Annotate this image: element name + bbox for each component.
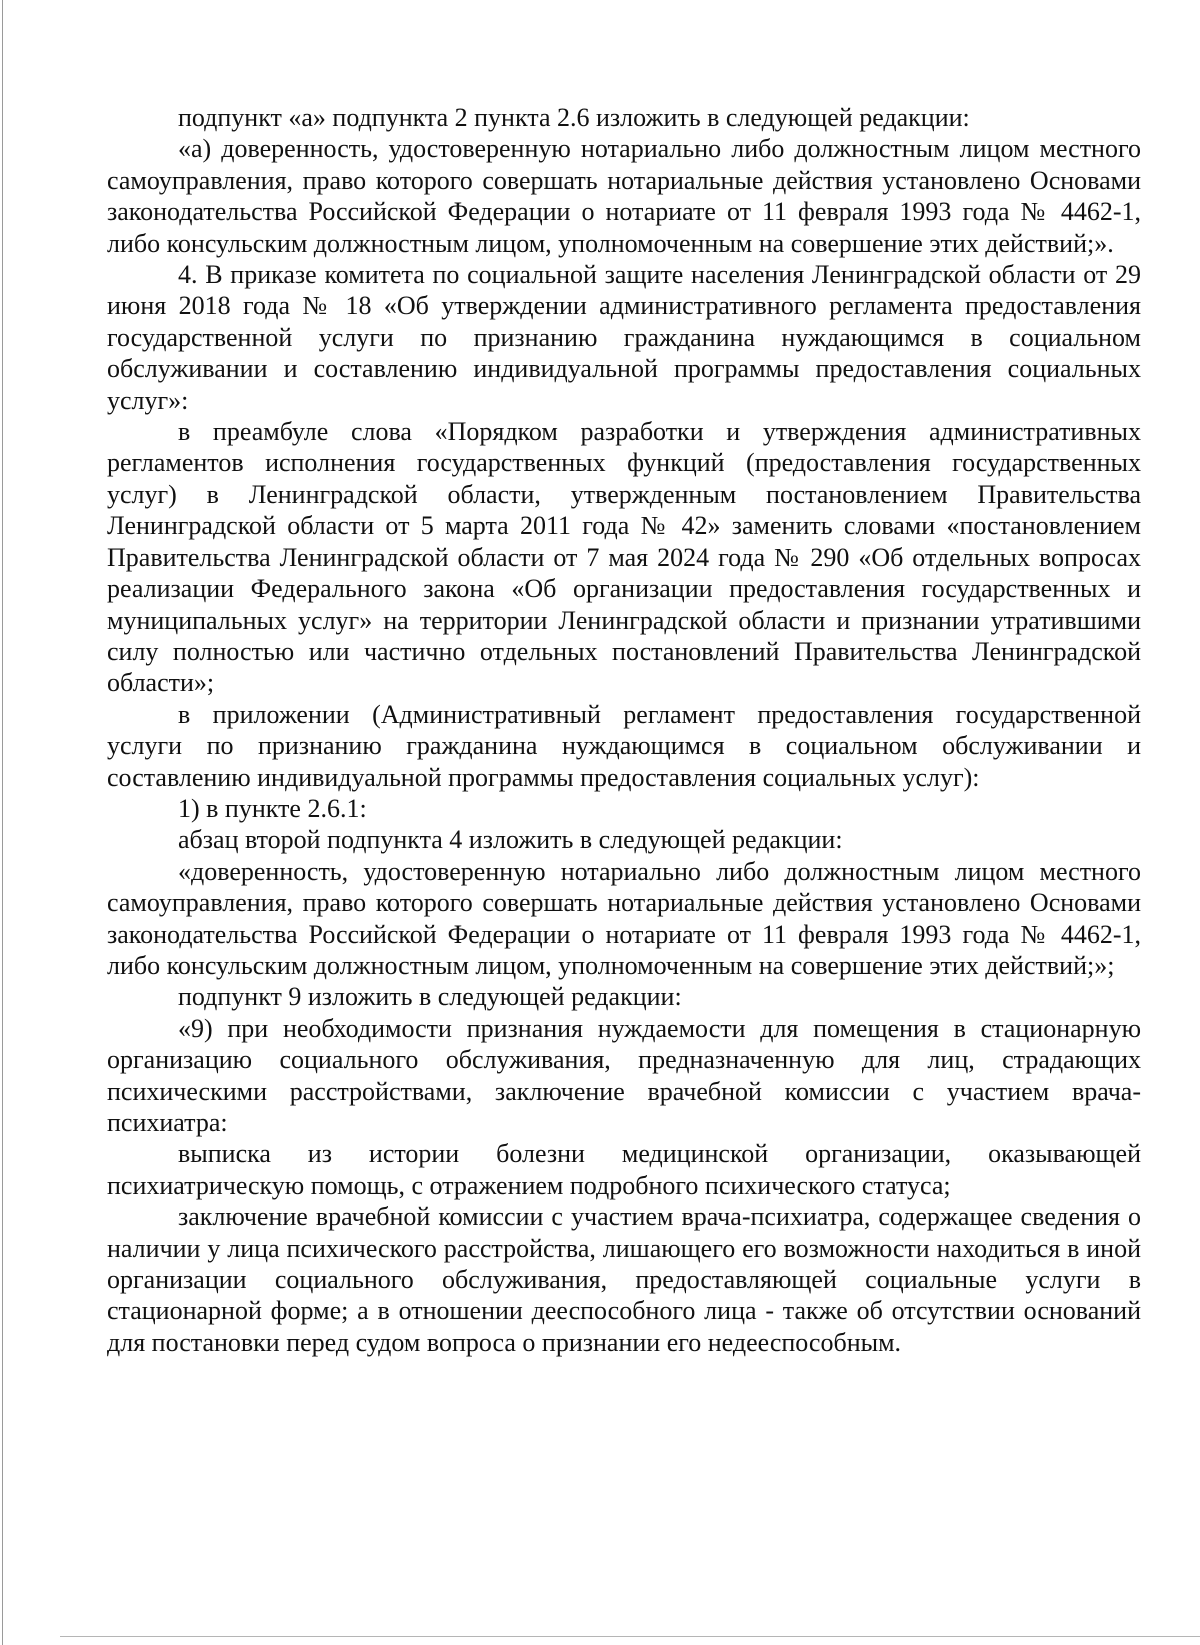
scan-left-edge [2, 0, 3, 1645]
paragraph-subpoint-9-intro: подпункт 9 изложить в следующей редакции: [178, 982, 682, 1012]
paragraph-power-of-attorney: «доверенность, удостоверенную нотариально либо должностным лицом местного самоуправления, право которого совершать нотариальные действия установлено Основами законодательства Российской Федерации о нотариате от 11 февраля 1993 года № 4462-1, либо консульским должностным лицом, уполномоченным на совершение этих действий;»; [107, 856, 1141, 980]
paragraph-subpoint-a-text: «а) доверенность, удостоверенную нотариально либо должностным лицом местного самоуправления, право которого совершать нотариальные действия установлено Основами законодательства Российской Федерации о нотариате от 11 февраля 1993 года № 4462-1, либо консульским должностным лицом, уполномоченным на совершение этих действий;». [107, 134, 1141, 258]
scan-bottom-edge [60, 1636, 1200, 1637]
paragraph-subpoint-a-intro: подпункт «а» подпункта 2 пункта 2.6 изложить в следующей редакции: [178, 103, 970, 132]
paragraph-preamble: в преамбуле слова «Порядком разработки и утверждения административных регламентов исполнения государственных функций (предоставления государственных услуг) в Ленинградской области, утвержденным постановлением Правительства Ленинградской области от 5 марта 2011 года № 42» заменить словами «постановлением Правительства Ленинградской области от 7 мая 2024 года № 290 «Об отдельных вопросах реализации Федерального закона «Об организации предоставления государственных и муниципальных услуг» на территории Ленинградской области и признании утратившими силу полностью или частично отдельных постановлений Правительства Ленинградской области»; [107, 417, 1141, 698]
document-body [107, 102, 1141, 1358]
paragraph-appendix: в приложении (Административный регламент предоставления государственной услуги по признанию гражданина нуждающимся в социальном обслуживании и составлению индивидуальной программы предоставления социальных услуг): [107, 699, 1141, 792]
paragraph-item-4: 4. В приказе комитета по социальной защите населения Ленинградской области от 29 июня 2018 года № 18 «Об утверждении административного регламента предоставления государственной услуги по признанию гражданина нуждающимся в социальном обслуживании и составлению индивидуальной программы предоставления социальных услуг»: [107, 260, 1141, 415]
paragraph-subpoint-9-text: «9) при необходимости признания нуждаемости для помещения в стационарную организацию социального обслуживания, предназначенную для лиц, страдающих психическими расстройствами, заключение врачебной комиссии с участием врача-психиатра: [107, 1013, 1141, 1137]
paragraph-commission-conclusion: заключение врачебной комиссии с участием врача-психиатра, содержащее сведения о наличии у лица психического расстройства, лишающего его возможности находиться в иной организации социального обслуживания, предоставляющей социальные услуги в стационарной форме; а в отношении дееспособного лица - также об отсутствии оснований для постановки перед судом вопроса о признании его недееспособным. [107, 1202, 1141, 1357]
paragraph-point-2-6-1: 1) в пункте 2.6.1: [178, 793, 367, 823]
paragraph-subpoint-4-intro: абзац второй подпункта 4 изложить в следующей редакции: [178, 825, 843, 855]
paragraph-medical-extract: выписка из истории болезни медицинской организации, оказывающей психиатрическую помощь, с отражением подробного психического статуса; [107, 1139, 1141, 1200]
